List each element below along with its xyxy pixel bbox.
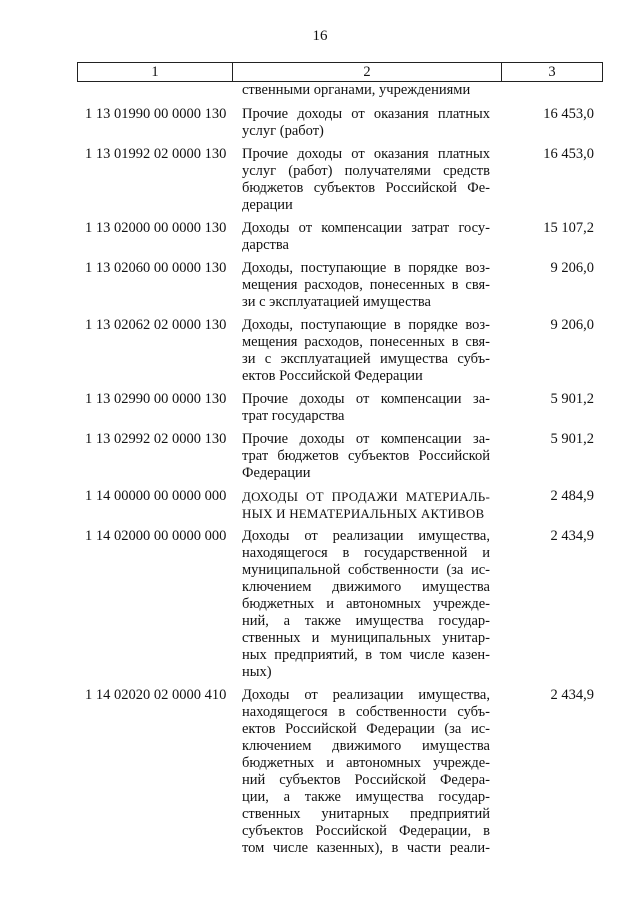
- description-line: дерации: [242, 197, 293, 213]
- description-line: зи с эксплуатацией имущества субъ-: [242, 351, 490, 367]
- table-header: [77, 62, 603, 82]
- description-line: ных): [242, 664, 272, 680]
- row-description: [242, 528, 490, 681]
- row-amount: 2 484,9: [550, 488, 594, 504]
- row-description: [242, 687, 490, 857]
- row-amount: 16 453,0: [543, 146, 594, 162]
- table-row: [0, 317, 640, 385]
- page-number: 16: [312, 28, 328, 44]
- row-code: 1 14 02000 00 0000 000: [85, 528, 227, 544]
- row-code: 1 13 02992 02 0000 130: [85, 431, 227, 447]
- description-line: ключением движимого имущества: [242, 579, 490, 595]
- row-code: 1 14 02020 02 0000 410: [85, 687, 227, 703]
- description-line: ных предприятий, в том числе казен-: [242, 647, 490, 663]
- description-line: том числе казенных), в части реали-: [242, 840, 490, 856]
- row-description: [242, 488, 490, 522]
- description-line: бюджетных и автономных учрежде-: [242, 755, 490, 771]
- description-line: Доходы от реализации имущества,: [242, 687, 490, 703]
- table-row: [0, 220, 640, 254]
- description-line: ний, а также имущества государ-: [242, 613, 490, 629]
- description-line: ции, а также имущества государ-: [242, 789, 490, 805]
- row-description: [242, 431, 490, 482]
- table-row: [0, 146, 640, 214]
- description-line: Доходы от компенсации затрат госу-: [242, 220, 490, 236]
- description-line: дарства: [242, 237, 289, 253]
- table-row: [0, 687, 640, 857]
- description-line: услуг (работ): [242, 123, 324, 139]
- table-row: [0, 528, 640, 681]
- description-line: НЫХ И НЕМАТЕРИАЛЬНЫХ АКТИВОВ: [242, 506, 485, 521]
- row-amount: 5 901,2: [550, 391, 594, 407]
- description-line: трат государства: [242, 408, 345, 424]
- row-description: [242, 146, 490, 214]
- row-amount: 16 453,0: [543, 106, 594, 122]
- row-code: 1 13 02000 00 0000 130: [85, 220, 227, 236]
- row-description: [242, 106, 490, 140]
- description-line: ключением движимого имущества: [242, 738, 490, 754]
- description-line: Федерации: [242, 465, 311, 481]
- description-line: ственных унитарных предприятий: [242, 806, 490, 822]
- description-line: Прочие доходы от компенсации за-: [242, 391, 490, 407]
- description-line: ственных и муниципальных унитар-: [242, 630, 490, 646]
- description-line: мещения расходов, понесенных в свя-: [242, 334, 490, 350]
- header-col-1: 1: [78, 63, 233, 82]
- description-line: зи с эксплуатацией имущества: [242, 294, 431, 310]
- description-line: находящегося в собственности субъ-: [242, 704, 490, 720]
- description-line: трат бюджетов субъектов Российской: [242, 448, 490, 464]
- description-line: ний субъектов Российской Федера-: [242, 772, 490, 788]
- row-code: 1 14 00000 00 0000 000: [85, 488, 227, 504]
- description-line: Прочие доходы от оказания платных: [242, 106, 490, 122]
- row-code: 1 13 02990 00 0000 130: [85, 391, 227, 407]
- header-col-3: 3: [502, 63, 603, 82]
- table-row: [0, 260, 640, 311]
- description-line: услуг (работ) получателями средств: [242, 163, 490, 179]
- row-amount: 9 206,0: [550, 260, 594, 276]
- description-line: мещения расходов, понесенных в свя-: [242, 277, 490, 293]
- row-code: 1 13 02062 02 0000 130: [85, 317, 227, 333]
- table-row: [0, 391, 640, 425]
- description-line: находящегося в государственной и: [242, 545, 490, 561]
- row-amount: 15 107,2: [543, 220, 594, 236]
- description-line: Доходы, поступающие в порядке воз-: [242, 317, 490, 333]
- description-line: ектов Российской Федерации (за ис-: [242, 721, 490, 737]
- description-line: муниципальной собственности (за ис-: [242, 562, 490, 578]
- header-col-2: 2: [233, 63, 502, 82]
- table-row: [0, 106, 640, 140]
- description-line: ДОХОДЫ ОТ ПРОДАЖИ МАТЕРИАЛЬ-: [242, 489, 490, 504]
- table-body: [0, 106, 640, 863]
- row-amount: 5 901,2: [550, 431, 594, 447]
- description-line: субъектов Российской Федерации, в: [242, 823, 490, 839]
- description-line: Доходы от реализации имущества,: [242, 528, 490, 544]
- description-line: Прочие доходы от оказания платных: [242, 146, 490, 162]
- row-amount: 2 434,9: [550, 687, 594, 703]
- row-description: [242, 317, 490, 385]
- table-row: [0, 488, 640, 522]
- row-code: 1 13 02060 00 0000 130: [85, 260, 227, 276]
- description-line: ектов Российской Федерации: [242, 368, 423, 384]
- row-code: 1 13 01990 00 0000 130: [85, 106, 227, 122]
- table-row: [0, 431, 640, 482]
- row-description: [242, 391, 490, 425]
- description-line: бюджетных и автономных учрежде-: [242, 596, 490, 612]
- description-line: бюджетов субъектов Российской Фе-: [242, 180, 490, 196]
- continuation-text: ственными органами, учреждениями: [242, 82, 471, 98]
- row-description: [242, 220, 490, 254]
- row-code: 1 13 01992 02 0000 130: [85, 146, 227, 162]
- description-line: Доходы, поступающие в порядке воз-: [242, 260, 490, 276]
- row-amount: 9 206,0: [550, 317, 594, 333]
- row-amount: 2 434,9: [550, 528, 594, 544]
- description-line: Прочие доходы от компенсации за-: [242, 431, 490, 447]
- row-description: [242, 260, 490, 311]
